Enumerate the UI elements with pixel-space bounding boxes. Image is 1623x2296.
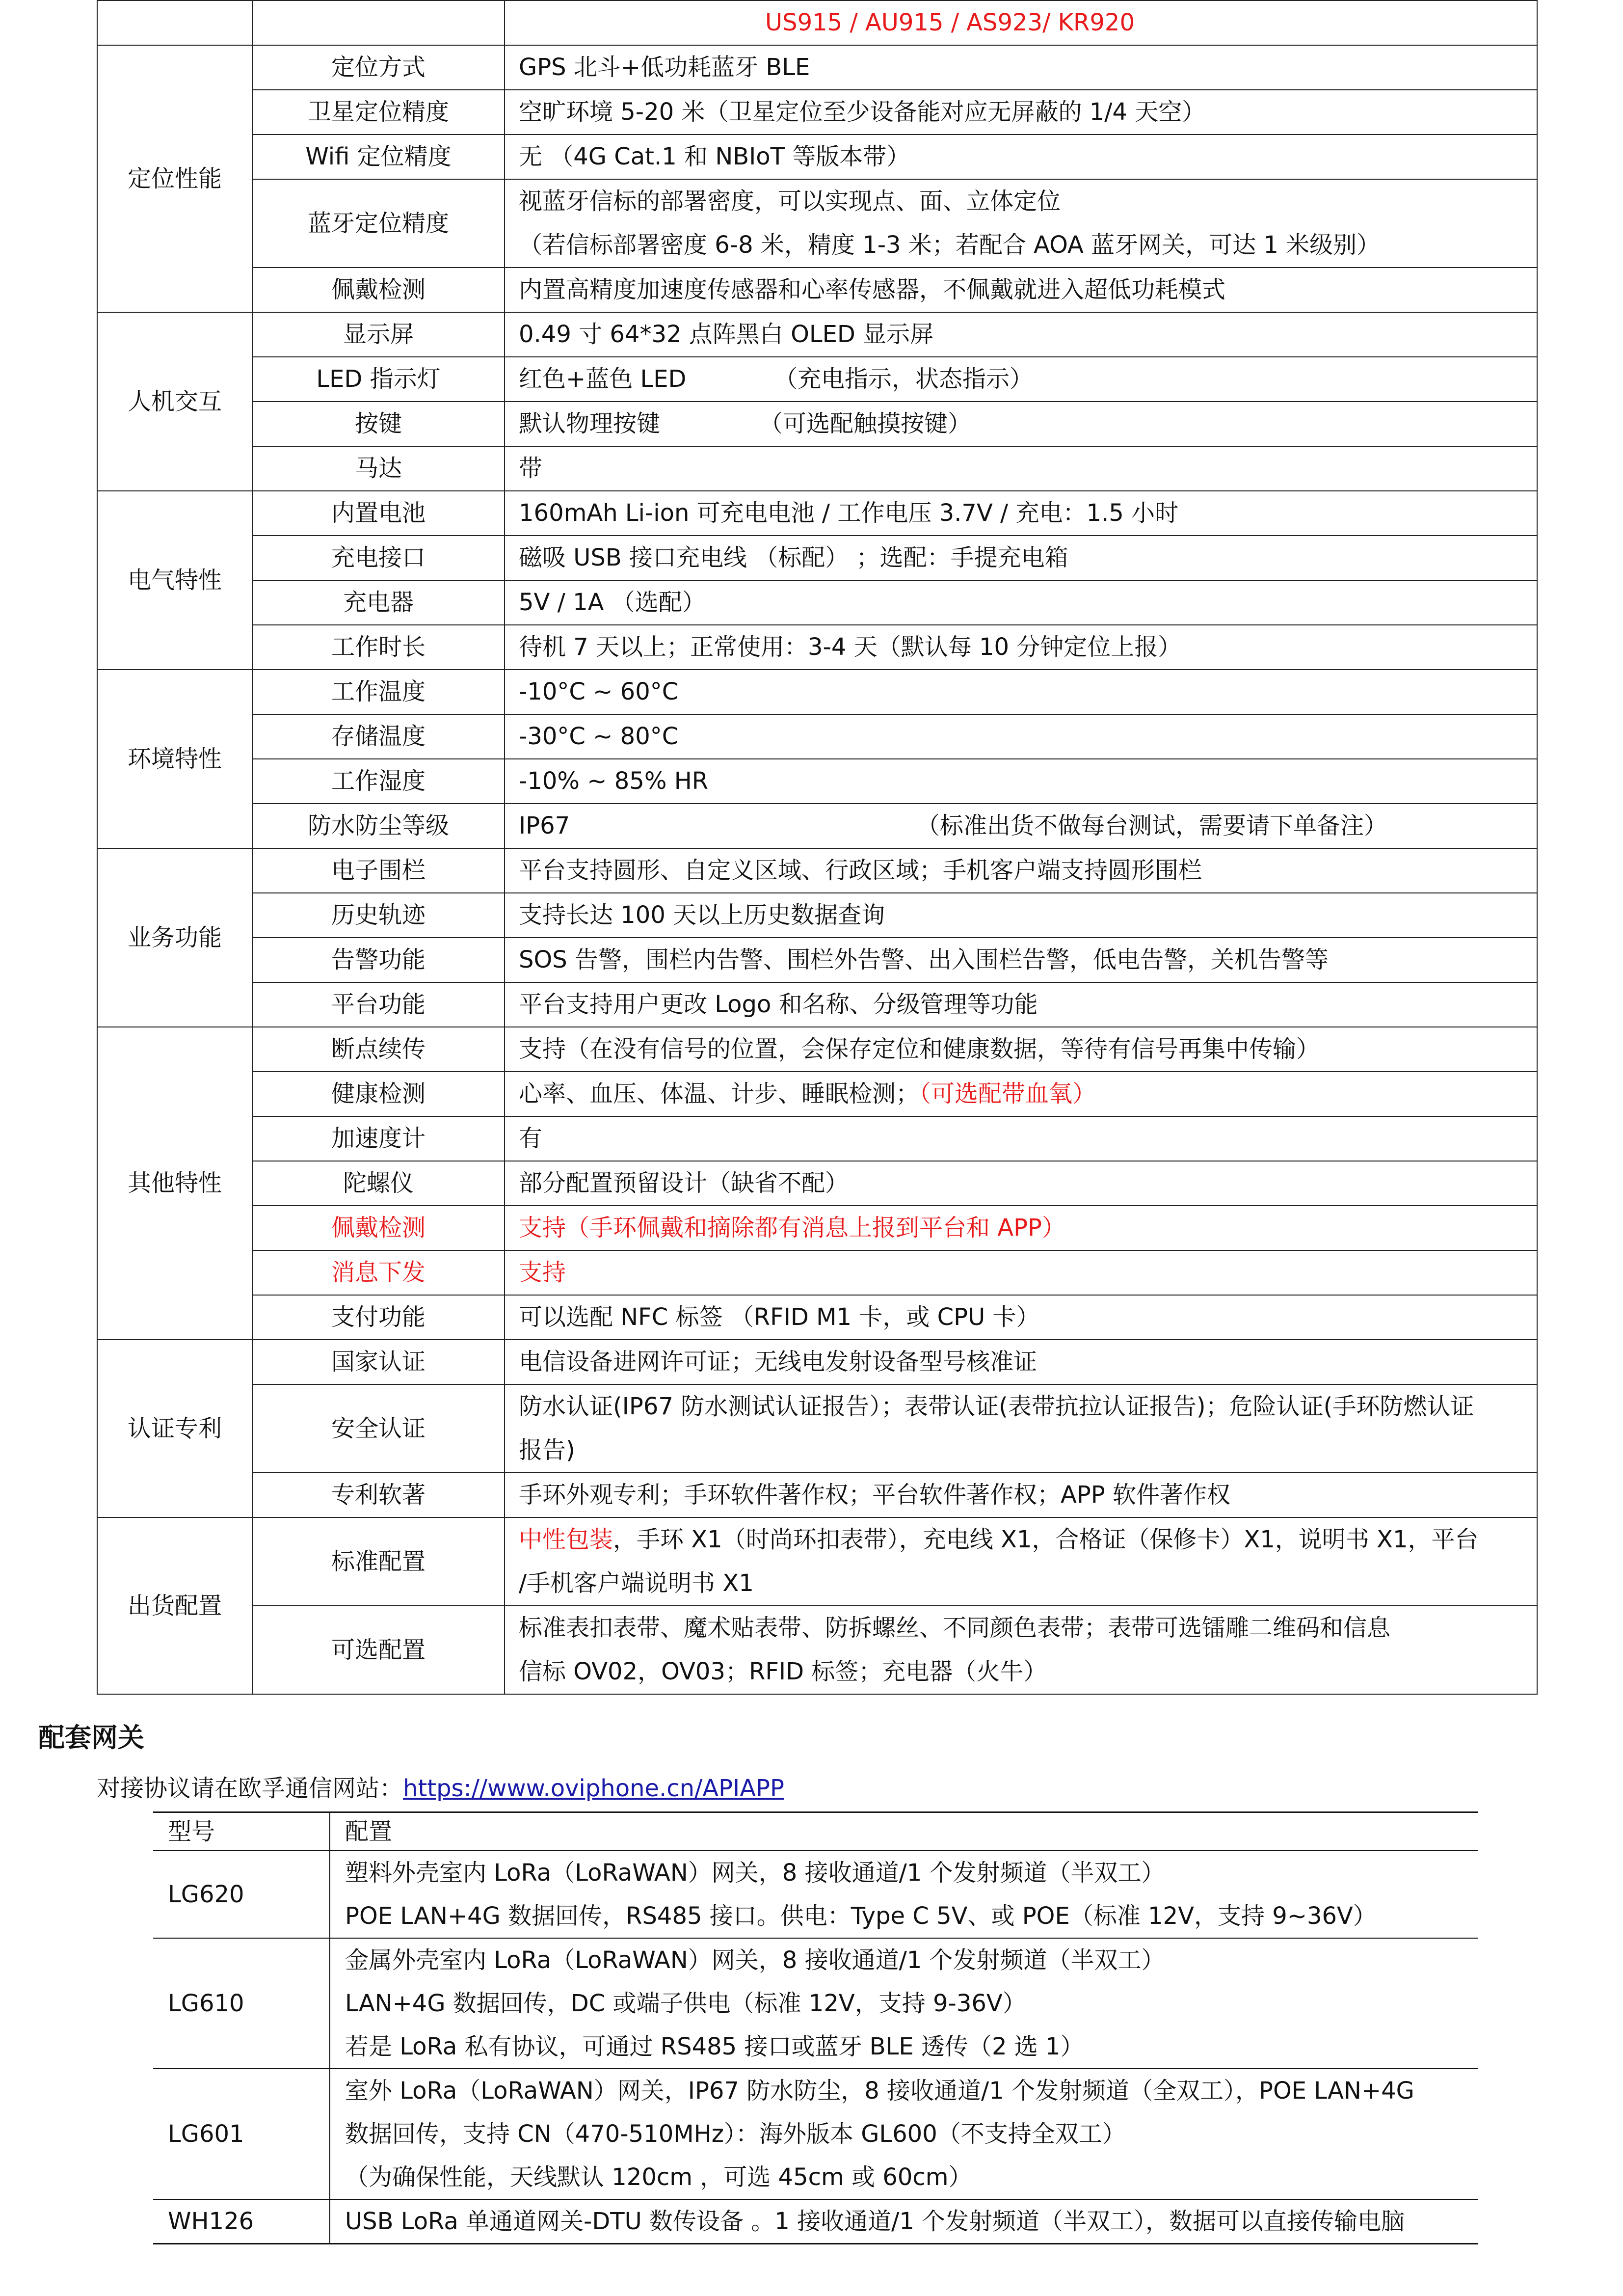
spec-row [97, 357, 1537, 402]
spec-value: 无 （4G Cat.1 和 NBIoT 等版本带） [505, 135, 1537, 179]
config-line: 数据回传，支持 CN（470-510MHz）：海外版本 GL600（不支持全双工） [345, 2120, 1126, 2148]
spec-row [97, 1072, 1537, 1116]
gateway-config [330, 1938, 1478, 2069]
config-line: 室外 LoRa（LoRaWAN）网关，IP67 防水防尘，8 接收通道/1 个发射频道（全双工），POE LAN+4G [345, 2077, 1414, 2105]
spec-item: 健康检测 [252, 1072, 505, 1116]
spec-value: 平台支持圆形、自定义区域、行政区域；手机客户端支持圆形围栏 [505, 848, 1537, 893]
spec-item: 国家认证 [252, 1340, 505, 1384]
spec-row [97, 580, 1537, 625]
value-line: 信标 OV02，OV03；RFID 标签；充电器（火牛） [519, 1658, 1047, 1685]
gateway-section-title: 配套网关 [38, 1722, 144, 1753]
value-highlight: （可选配带血氧） [919, 1080, 1096, 1107]
spec-row [97, 1295, 1537, 1340]
value-line: 防水认证(IP67 防水测试认证报告）；表带认证(表带抗拉认证报告)；危险认证(手环防燃认证 [519, 1393, 1474, 1420]
value-part: （充电指示，状态指示） [774, 365, 1034, 393]
spec-value: 5V / 1A （选配） [505, 580, 1537, 625]
spec-row [97, 1473, 1537, 1517]
spec-value: -10% ~ 85% HR [505, 759, 1537, 804]
value-part: 心率、血压、体温、计步、睡眠检测； [519, 1080, 920, 1107]
spec-row [97, 179, 1537, 268]
gateway-header-config: 配置 [330, 1812, 1478, 1851]
spec-value: 带 [505, 446, 1537, 491]
spec-row [97, 1517, 1537, 1606]
gateway-model: LG610 [153, 1938, 330, 2069]
spec-value: 平台支持用户更改 Logo 和名称、分级管理等功能 [505, 982, 1537, 1027]
config-line: 若是 LoRa 私有协议，可通过 RS485 接口或蓝牙 BLE 透传（2 选 1） [345, 2033, 1084, 2060]
spec-value: -10°C ~ 60°C [505, 670, 1537, 714]
spec-item: 显示屏 [252, 312, 505, 357]
spec-value [505, 804, 1537, 848]
spec-value [505, 179, 1537, 268]
spec-row [97, 1384, 1537, 1473]
gateway-header-row [153, 1812, 1478, 1851]
gateway-config [330, 2069, 1478, 2199]
value-part: ，手环 X1（时尚环扣表带），充电线 X1，合格证（保修卡）X1，说明书 X1，平台 [613, 1526, 1479, 1553]
spec-category: 电气特性 [97, 491, 252, 670]
spec-item: 马达 [252, 446, 505, 491]
gateway-table [153, 1811, 1478, 2244]
gateway-model: LG620 [153, 1851, 330, 1939]
spec-value: 可以选配 NFC 标签 （RFID M1 卡，或 CPU 卡） [505, 1295, 1537, 1340]
spec-item: 防水防尘等级 [252, 804, 505, 848]
value-part: 红色+蓝色 LED [519, 365, 687, 393]
spec-item: 佩戴检测 [252, 268, 505, 312]
spec-table [97, 0, 1538, 1695]
spec-row [97, 536, 1537, 580]
value-part: IP67 [519, 812, 570, 839]
spec-row [97, 1250, 1537, 1295]
spec-value: SOS 告警，围栏内告警、围栏外告警、出入围栏告警，低电告警，关机告警等 [505, 938, 1537, 982]
spec-value: 内置高精度加速度传感器和心率传感器，不佩戴就进入超低功耗模式 [505, 268, 1537, 312]
spec-row [97, 938, 1537, 982]
value-line: 视蓝牙信标的部署密度，可以实现点、面、立体定位 [519, 188, 1061, 215]
spec-item: 标准配置 [252, 1517, 505, 1606]
value-part: 默认物理按键 [519, 410, 661, 437]
spec-item: 充电器 [252, 580, 505, 625]
spec-category: 人机交互 [97, 312, 252, 491]
spec-value: 支持（在没有信号的位置，会保存定位和健康数据，等待有信号再集中传输） [505, 1027, 1537, 1072]
spec-row [97, 1606, 1537, 1694]
value-part: （标准出货不做每台测试，需要请下单备注） [916, 812, 1388, 839]
spec-category: 出货配置 [97, 1517, 252, 1694]
spec-row [97, 625, 1537, 670]
spec-row [97, 848, 1537, 893]
spec-value [505, 1517, 1537, 1606]
spec-row [97, 312, 1537, 357]
spec-row [97, 268, 1537, 312]
config-line: （为确保性能，天线默认 120cm ，可选 45cm 或 60cm） [345, 2163, 972, 2191]
spec-item: 安全认证 [252, 1384, 505, 1473]
spec-item: 内置电池 [252, 491, 505, 536]
gateway-intro-text: 对接协议请在欧孚通信网站： [97, 1775, 403, 1802]
config-line: POE LAN+4G 数据回传，RS485 接口。供电：Type C 5V、或 POE（标准 12V，支持 9~36V） [345, 1902, 1377, 1930]
spec-value: GPS 北斗+低功耗蓝牙 BLE [505, 45, 1537, 90]
spec-row [97, 1206, 1537, 1250]
spec-value: 支持长达 100 天以上历史数据查询 [505, 893, 1537, 938]
spec-value: 空旷环境 5-20 米（卫星定位至少设备能对应无屏蔽的 1/4 天空） [505, 90, 1537, 135]
value-line: /手机客户端说明书 X1 [519, 1569, 754, 1597]
spec-item: 平台功能 [252, 982, 505, 1027]
gateway-config [330, 2199, 1478, 2244]
value-line: 标准表扣表带、魔术贴表带、防拆螺丝、不同颜色表带；表带可选镭雕二维码和信息 [519, 1614, 1391, 1642]
spec-value: 支持（手环佩戴和摘除都有消息上报到平台和 APP） [505, 1206, 1537, 1250]
spec-value: 待机 7 天以上；正常使用：3-4 天（默认每 10 分钟定位上报） [505, 625, 1537, 670]
config-line: LAN+4G 数据回传，DC 或端子供电（标准 12V，支持 9-36V） [345, 1990, 1026, 2017]
spec-value [505, 402, 1537, 446]
value-line: 报告) [519, 1436, 575, 1464]
spec-item: 可选配置 [252, 1606, 505, 1694]
gateway-intro [97, 1771, 784, 1806]
spec-value: 160mAh Li-ion 可充电电池 / 工作电压 3.7V / 充电：1.5 小时 [505, 491, 1537, 536]
spec-value: 0.49 寸 64*32 点阵黑白 OLED 显示屏 [505, 312, 1537, 357]
spec-category: 环境特性 [97, 670, 252, 848]
spec-row [97, 714, 1537, 759]
gateway-config [330, 1851, 1478, 1939]
spec-row [97, 670, 1537, 714]
spec-value [505, 1072, 1537, 1116]
spec-row [97, 1340, 1537, 1384]
config-line: 塑料外壳室内 LoRa（LoRaWAN）网关，8 接收通道/1 个发射频道（半双工） [345, 1859, 1165, 1887]
spec-item: 佩戴检测 [252, 1206, 505, 1250]
spec-value: 电信设备进网许可证；无线电发射设备型号核准证 [505, 1340, 1537, 1384]
spec-item: Wifi 定位精度 [252, 135, 505, 179]
spec-category: 认证专利 [97, 1340, 252, 1517]
spec-row [97, 759, 1537, 804]
spec-item: 充电接口 [252, 536, 505, 580]
spec-item: 电子围栏 [252, 848, 505, 893]
spec-item: 历史轨迹 [252, 893, 505, 938]
spec-row [97, 1116, 1537, 1161]
spec-row [97, 45, 1537, 90]
spec-item: 工作时长 [252, 625, 505, 670]
spec-item: 专利软著 [252, 1473, 505, 1517]
gateway-row [153, 2069, 1478, 2199]
spec-item: LED 指示灯 [252, 357, 505, 402]
spec-value: -30°C ~ 80°C [505, 714, 1537, 759]
spec-item-empty [252, 0, 505, 45]
spec-row [97, 1161, 1537, 1206]
config-line: USB LoRa 单通道网关-DTU 数传设备 。1 接收通道/1 个发射频道（半双工），数据可以直接传输电脑 [345, 2208, 1405, 2235]
gateway-model: WH126 [153, 2199, 330, 2244]
gateway-row [153, 1938, 1478, 2069]
spec-row-lora-bands [97, 0, 1537, 45]
spec-item: 工作湿度 [252, 759, 505, 804]
spec-row [97, 893, 1537, 938]
spec-row [97, 1027, 1537, 1072]
spec-value: 支持 [505, 1250, 1537, 1295]
spec-category: 业务功能 [97, 848, 252, 1027]
spec-row [97, 402, 1537, 446]
gateway-row [153, 1851, 1478, 1939]
spec-item: 卫星定位精度 [252, 90, 505, 135]
spec-row [97, 135, 1537, 179]
spec-item: 支付功能 [252, 1295, 505, 1340]
spec-item: 工作温度 [252, 670, 505, 714]
spec-row [97, 446, 1537, 491]
spec-value [505, 1384, 1537, 1473]
spec-category: 定位性能 [97, 45, 252, 312]
api-link[interactable]: https://www.oviphone.cn/APIAPP [403, 1775, 784, 1802]
spec-cat-empty [97, 0, 252, 45]
gateway-header-model: 型号 [153, 1812, 330, 1851]
spec-value [505, 357, 1537, 402]
gateway-row [153, 2199, 1478, 2244]
spec-value [505, 0, 1537, 45]
spec-row [97, 90, 1537, 135]
value-line: （若信标部署密度 6-8 米，精度 1-3 米；若配合 AOA 蓝牙网关，可达 1 米级别） [519, 231, 1381, 259]
spec-item: 陀螺仪 [252, 1161, 505, 1206]
gateway-model: LG601 [153, 2069, 330, 2199]
value-part: （可选配触摸按键） [759, 410, 972, 437]
spec-value: 部分配置预留设计（缺省不配） [505, 1161, 1537, 1206]
spec-item: 定位方式 [252, 45, 505, 90]
spec-item: 蓝牙定位精度 [252, 179, 505, 268]
lora-bands: US915 / AU915 / AS923/ KR920 [765, 9, 1135, 36]
spec-row [97, 982, 1537, 1027]
spec-item: 存储温度 [252, 714, 505, 759]
spec-value: 有 [505, 1116, 1537, 1161]
value-highlight: 中性包装 [519, 1526, 613, 1553]
spec-row [97, 491, 1537, 536]
spec-row [97, 804, 1537, 848]
spec-value [505, 1606, 1537, 1694]
spec-item: 按键 [252, 402, 505, 446]
spec-value: 手环外观专利；手环软件著作权；平台软件著作权；APP 软件著作权 [505, 1473, 1537, 1517]
spec-value: 磁吸 USB 接口充电线 （标配） ；选配：手提充电箱 [505, 536, 1537, 580]
spec-item: 消息下发 [252, 1250, 505, 1295]
spec-item: 告警功能 [252, 938, 505, 982]
spec-item: 断点续传 [252, 1027, 505, 1072]
config-line: 金属外壳室内 LoRa（LoRaWAN）网关，8 接收通道/1 个发射频道（半双工） [345, 1946, 1165, 1974]
spec-category: 其他特性 [97, 1027, 252, 1340]
spec-item: 加速度计 [252, 1116, 505, 1161]
value-line [519, 1518, 1523, 1562]
